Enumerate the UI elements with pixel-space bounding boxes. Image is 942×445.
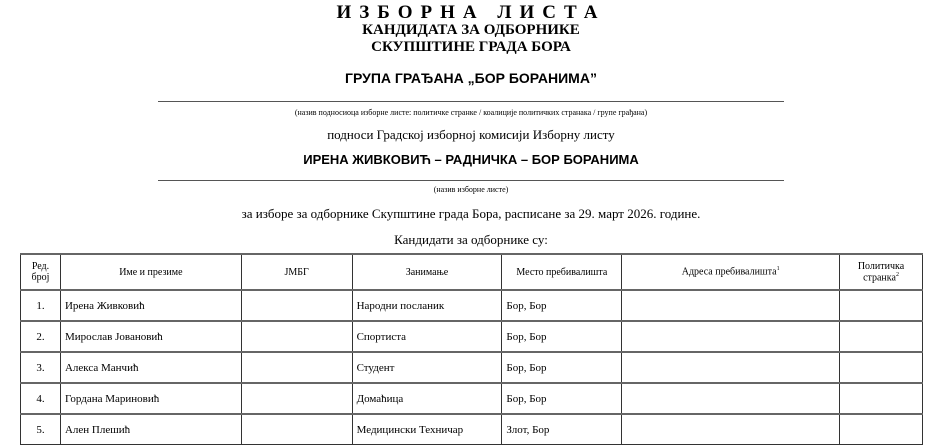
col-jmbg: ЈМБГ [241, 254, 352, 290]
cell-place: Бор, Бор [502, 321, 622, 352]
cell-addr [622, 383, 840, 414]
candidates-intro: Кандидати за одборнике су: [394, 232, 548, 247]
cell-jmbg [241, 352, 352, 383]
table-row [21, 321, 923, 352]
cell-no: 1. [21, 290, 61, 321]
cell-name: Мирослав Јовановић [60, 321, 241, 352]
list-name: ИРЕНА ЖИВКОВИЋ – РАДНИЧКА – БОР БОРАНИМА [303, 152, 639, 167]
cell-job: Спортиста [352, 321, 502, 352]
col-place: Место пребивалишта [502, 254, 622, 290]
document-subtitle: КАНДИДАТА ЗА ОДБОРНИКЕ [362, 22, 580, 38]
col-no: Ред. број [21, 254, 61, 290]
cell-place: Бор, Бор [502, 352, 622, 383]
cell-job: Медицински Техничар [352, 414, 502, 445]
cell-jmbg [241, 383, 352, 414]
col-job: Занимање [352, 254, 502, 290]
divider [158, 180, 784, 181]
cell-place: Злот, Бор [502, 414, 622, 445]
cell-addr [622, 290, 840, 321]
cell-name: Алекса Манчић [60, 352, 241, 383]
col-name: Име и презиме [60, 254, 241, 290]
cell-job: Народни посланик [352, 290, 502, 321]
cell-no: 4. [21, 383, 61, 414]
cell-name: Ирена Живковић [60, 290, 241, 321]
cell-party [840, 383, 923, 414]
document-subtitle-2: СКУПШТИНЕ ГРАДА БОРА [371, 39, 571, 55]
document-title: ИЗБОРНА ЛИСТА [336, 2, 606, 23]
election-text: за изборе за одборнике Скупштине града Бора, расписане за 29. март 2026. године. [241, 206, 701, 221]
cell-no: 2. [21, 321, 61, 352]
col-party: Политичка странка$^2$ [840, 254, 923, 290]
cell-addr [622, 414, 840, 445]
cell-party [840, 290, 923, 321]
cell-addr [622, 321, 840, 352]
cell-job: Студент [352, 352, 502, 383]
list-caption: (назив изборне листе) [433, 185, 509, 194]
candidates-table [20, 253, 923, 445]
cell-jmbg [241, 290, 352, 321]
cell-party [840, 321, 923, 352]
cell-party [840, 414, 923, 445]
table-row [21, 383, 923, 414]
table-row [21, 414, 923, 445]
submitter-caption: (назив подносиоца изборне листе: политичке странке / коалиције политичких странака / групе грађана) [294, 108, 648, 117]
cell-party [840, 352, 923, 383]
submits-text: подноси Градској изборној комисији Изборну листу [327, 127, 615, 142]
cell-jmbg [241, 321, 352, 352]
cell-jmbg [241, 414, 352, 445]
cell-place: Бор, Бор [502, 290, 622, 321]
group-name: ГРУПА ГРАЂАНА „БОР БОРАНИМА” [345, 70, 597, 86]
table-row [21, 352, 923, 383]
col-address: Адреса пребивалишта$^1$ [622, 254, 840, 290]
cell-job: Домаћица [352, 383, 502, 414]
table-header [21, 254, 923, 290]
cell-no: 5. [21, 414, 61, 445]
cell-addr [622, 352, 840, 383]
cell-name: Ален Плешић [60, 414, 241, 445]
cell-place: Бор, Бор [502, 383, 622, 414]
divider [158, 101, 784, 102]
table-row [21, 290, 923, 321]
cell-no: 3. [21, 352, 61, 383]
cell-name: Гордана Мариновић [60, 383, 241, 414]
